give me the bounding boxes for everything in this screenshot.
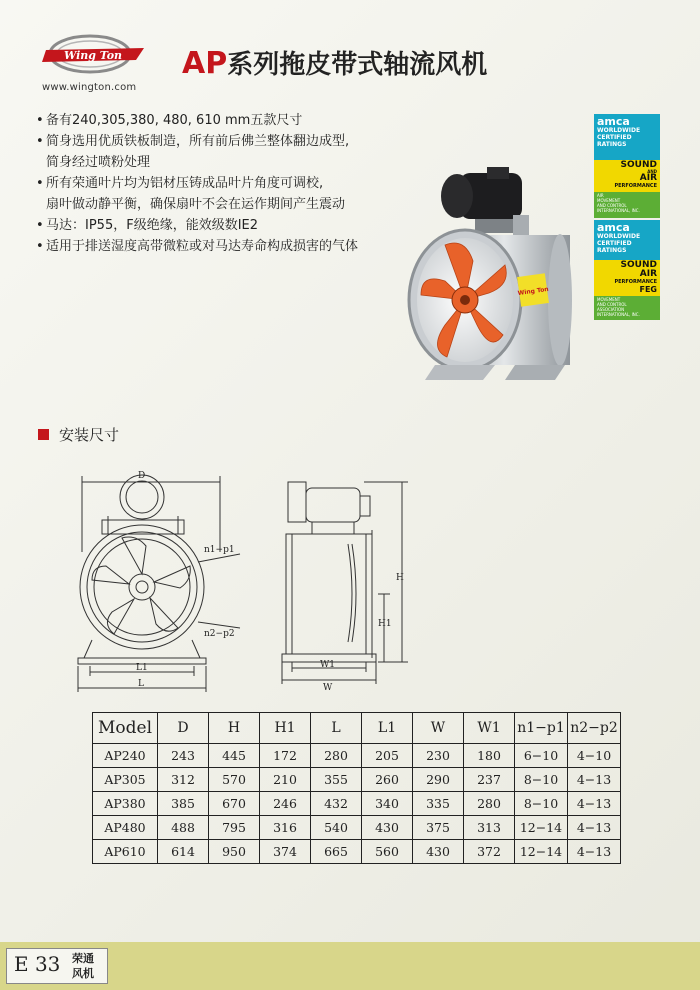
- table-row: [93, 792, 621, 816]
- table-cell: 665: [311, 840, 362, 864]
- table-cell-model: AP610: [93, 840, 158, 864]
- amca-assoc: INTERNATIONAL, INC.: [597, 208, 640, 213]
- amca-line: WORLDWIDE: [597, 127, 641, 134]
- col-header: n1−p1: [515, 713, 568, 744]
- table-cell: 670: [209, 792, 260, 816]
- table-cell: 4−13: [568, 840, 621, 864]
- table-cell: 4−13: [568, 816, 621, 840]
- col-header: L1: [362, 713, 413, 744]
- col-header: W: [413, 713, 464, 744]
- feature-item: 扇叶做动静平衡，确保扇叶不会在运作期间产生震动: [46, 197, 346, 212]
- amca-performance: PERFORMANCE: [614, 183, 657, 189]
- table-cell: 4−10: [568, 744, 621, 768]
- dim-w1: W1: [320, 660, 335, 670]
- table-cell: 312: [158, 768, 209, 792]
- amca-feg: FEG: [639, 285, 657, 294]
- dim-l1: L1: [136, 663, 148, 673]
- table-cell-model: AP380: [93, 792, 158, 816]
- amca-sound: SOUND: [620, 160, 657, 170]
- table-header-row: [93, 713, 621, 744]
- dim-h1: H1: [378, 619, 392, 629]
- table-cell: 372: [464, 840, 515, 864]
- dim-d: D: [138, 471, 146, 481]
- amca-line: WORLDWIDE: [597, 233, 641, 240]
- table-cell: 12−14: [515, 840, 568, 864]
- amca-line: RATINGS: [597, 141, 627, 148]
- section-heading: [38, 424, 119, 445]
- amca-assoc: MOVEMENT: [597, 198, 621, 203]
- dim-l: L: [138, 679, 144, 689]
- title-prefix: AP: [182, 46, 228, 81]
- col-header: W1: [464, 713, 515, 744]
- fan-label-text: Wing Ton: [517, 285, 550, 298]
- dim-n1p1: n1−p1: [204, 545, 235, 555]
- footer-brand-line1: 荣通: [72, 952, 94, 965]
- table-cell: 12−14: [515, 816, 568, 840]
- amca-line: CERTIFIED: [597, 240, 632, 247]
- amca-assoc: MOVEMENT: [597, 297, 621, 302]
- amca-performance: PERFORMANCE: [614, 279, 657, 285]
- table-cell: 540: [311, 816, 362, 840]
- table-cell: 430: [362, 816, 413, 840]
- amca-air: AIR: [639, 269, 657, 279]
- amca-label-feg: [594, 220, 660, 320]
- table-cell: 180: [464, 744, 515, 768]
- table-row: [93, 744, 621, 768]
- table-cell: 795: [209, 816, 260, 840]
- feature-list: [36, 110, 426, 257]
- amca-sound: SOUND: [620, 260, 657, 270]
- table-cell-model: AP480: [93, 816, 158, 840]
- table-cell: 280: [464, 792, 515, 816]
- table-row: [93, 840, 621, 864]
- table-cell: 355: [311, 768, 362, 792]
- logo-text: Wing Ton: [63, 49, 123, 62]
- col-header: L: [311, 713, 362, 744]
- amca-and: AND: [647, 169, 657, 174]
- col-header: D: [158, 713, 209, 744]
- table-row: [93, 816, 621, 840]
- feature-item: • 备有240,305,380, 480, 610 mm五款尺寸: [36, 110, 426, 131]
- page-number: E 33: [14, 952, 61, 976]
- amca-brand: amca: [597, 115, 630, 128]
- col-header-model: Model: [93, 713, 158, 744]
- dim-n2p2: n2−p2: [204, 629, 235, 639]
- feature-item: 简身经过喷粉处理: [46, 155, 151, 170]
- table-cell: 8−10: [515, 792, 568, 816]
- table-cell: 488: [158, 816, 209, 840]
- table-cell: 560: [362, 840, 413, 864]
- table-cell: 385: [158, 792, 209, 816]
- amca-line: CERTIFIED: [597, 134, 632, 141]
- table-cell: 210: [260, 768, 311, 792]
- website-url: www.wington.com: [42, 82, 137, 93]
- table-cell: 614: [158, 840, 209, 864]
- amca-air: AIR: [639, 173, 657, 183]
- amca-assoc: AND CONTROL: [597, 203, 627, 208]
- table-cell: 374: [260, 840, 311, 864]
- fan-product-image: [405, 165, 580, 395]
- section-heading-text: 安装尺寸: [59, 426, 120, 444]
- feature-item: • 简身选用优质铁板制造，所有前后佛兰整体翻边成型,: [36, 131, 426, 152]
- table-cell: 290: [413, 768, 464, 792]
- dimension-table: [92, 712, 621, 864]
- amca-assoc: ASSOCIATION: [597, 307, 625, 312]
- table-cell: 205: [362, 744, 413, 768]
- amca-line: RATINGS: [597, 247, 627, 254]
- amca-brand: amca: [597, 221, 630, 234]
- amca-label-sound-air: [594, 114, 660, 218]
- table-cell: 280: [311, 744, 362, 768]
- table-cell: 6−10: [515, 744, 568, 768]
- col-header: n2−p2: [568, 713, 621, 744]
- table-cell: 432: [311, 792, 362, 816]
- table-cell: 570: [209, 768, 260, 792]
- table-cell: 4−13: [568, 768, 621, 792]
- table-cell: 445: [209, 744, 260, 768]
- section-marker: [38, 429, 49, 440]
- table-cell: 237: [464, 768, 515, 792]
- dim-h: H: [396, 573, 404, 583]
- table-cell-model: AP305: [93, 768, 158, 792]
- col-header: H1: [260, 713, 311, 744]
- table-cell: 340: [362, 792, 413, 816]
- table-cell: 316: [260, 816, 311, 840]
- side-view-drawing: [278, 476, 418, 694]
- table-cell: 375: [413, 816, 464, 840]
- feature-item: • 适用于排送湿度高带微粒或对马达寿命构成损害的气体: [36, 236, 426, 257]
- table-cell: 335: [413, 792, 464, 816]
- amca-assoc: AND CONTROL: [597, 302, 627, 307]
- title-text: 系列拖皮带式轴流风机: [227, 50, 488, 80]
- amca-assoc: INTERNATIONAL, INC.: [597, 312, 640, 317]
- table-cell: 950: [209, 840, 260, 864]
- col-header: H: [209, 713, 260, 744]
- table-cell: 260: [362, 768, 413, 792]
- table-cell: 243: [158, 744, 209, 768]
- front-view-drawing: [70, 462, 270, 698]
- table-cell-model: AP240: [93, 744, 158, 768]
- table-row: [93, 768, 621, 792]
- table-cell: 246: [260, 792, 311, 816]
- table-cell: 313: [464, 816, 515, 840]
- table-cell: 8−10: [515, 768, 568, 792]
- table-cell: 230: [413, 744, 464, 768]
- dim-w: W: [323, 683, 333, 693]
- table-cell: 4−13: [568, 792, 621, 816]
- amca-assoc: AIR: [597, 193, 604, 198]
- table-cell: 172: [260, 744, 311, 768]
- feature-item: • 所有荣通叶片均为铝材压铸成品叶片角度可调校,: [36, 173, 426, 194]
- table-cell: 430: [413, 840, 464, 864]
- footer-brand-line2: 风机: [72, 967, 94, 980]
- feature-item: • 马达：IP55，F级绝缘，能效级数IE2: [36, 215, 426, 236]
- page-title: [182, 44, 487, 81]
